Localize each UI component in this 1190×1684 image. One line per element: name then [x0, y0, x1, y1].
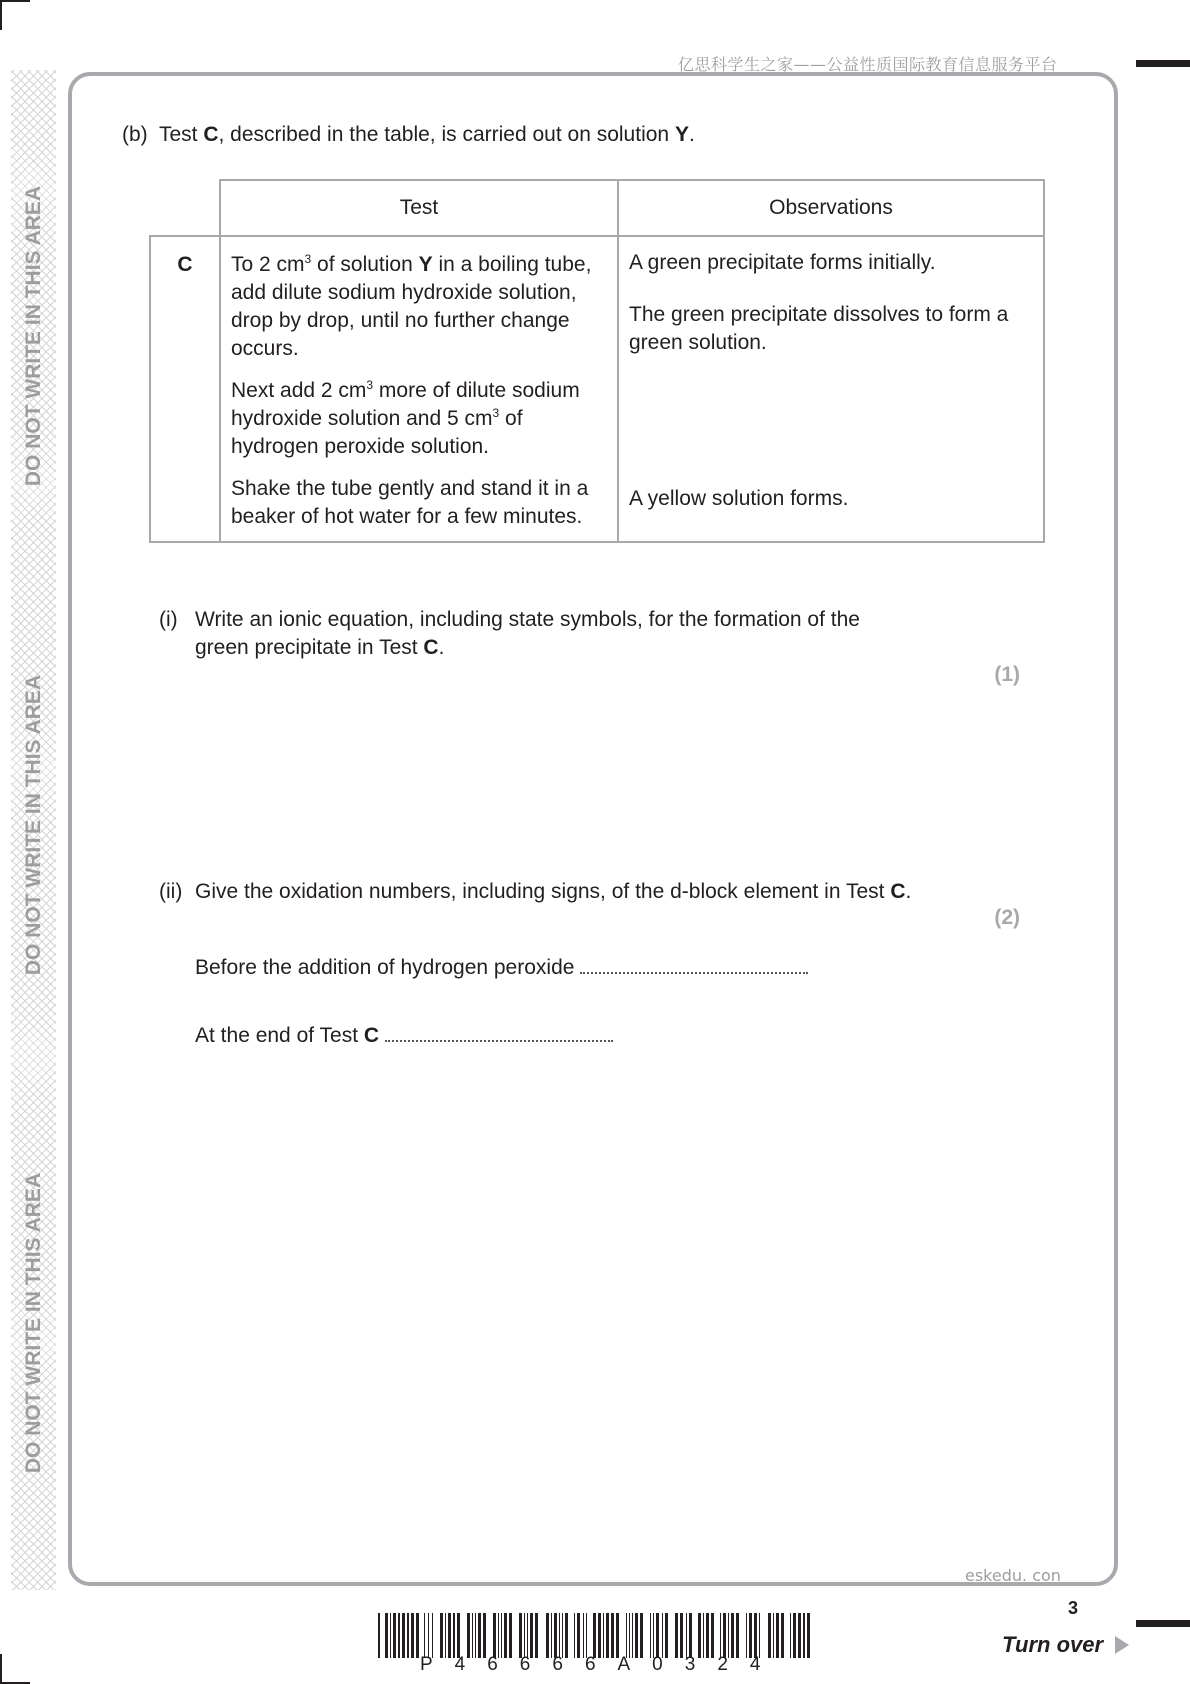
header-test: Test — [220, 180, 618, 236]
crop-mark-top-left-h — [0, 0, 30, 2]
test-step-2: Next add 2 $cm^3$ more of dilute sodium hydroxide solution and 5 $cm^3$ of hydrogen peroxide solution. — [231, 378, 580, 458]
barcode — [378, 1613, 810, 1658]
footer-watermark: eskedu. con — [965, 1566, 1061, 1585]
table-row — [150, 236, 1044, 542]
do-not-write-label-bottom: DO NOT WRITE IN THIS AREA — [22, 1172, 45, 1474]
test-table — [149, 179, 1045, 543]
observations-cell — [618, 236, 1044, 542]
crop-mark-top-left-v — [0, 0, 2, 30]
test-step-3: Shake the tube gently and stand it in a beaker of hot water for a few minutes. — [231, 477, 589, 528]
marks-i: (1) — [994, 663, 1020, 686]
test-cell — [220, 236, 618, 542]
arrow-right-icon — [1115, 1636, 1129, 1654]
observation-2: The green precipitate dissolves to form a green solution. — [629, 303, 1009, 354]
page-number: 3 — [1068, 1598, 1079, 1618]
row-label: C — [150, 236, 220, 542]
registration-bar-bottom — [1136, 1620, 1190, 1627]
answer-line-end: At the end of Test C — [195, 1022, 613, 1050]
header-observations: Observations — [618, 180, 1044, 236]
barcode-text: P46666A0324 — [420, 1654, 783, 1675]
test-step-1: To 2 $cm^3$ of solution Y in a boiling tube, add dilute sodium hydroxide solution, drop by drop, until no further change occurs. — [231, 252, 592, 360]
sub-question-ii: (ii) Give the oxidation numbers, including signs, of the d-block element in Test C. — [159, 880, 912, 903]
crop-mark-bottom-left-v — [0, 1654, 2, 1684]
sub-question-i-line1: (i) Write an ionic equation, including state symbols, for the formation of the — [159, 608, 860, 631]
observation-3: A yellow solution forms. — [629, 487, 849, 510]
part-label: (b) — [122, 123, 148, 146]
observation-1: A green precipitate forms initially. — [629, 251, 936, 274]
sub-question-i-line2: green precipitate in Test C. — [195, 636, 445, 659]
turn-over-button[interactable]: Turn over — [1002, 1632, 1129, 1658]
do-not-write-label-top: DO NOT WRITE IN THIS AREA — [22, 185, 45, 487]
header-watermark: 亿思科学生之家——公益性质国际教育信息服务平台 — [678, 55, 1058, 74]
table-corner — [150, 180, 220, 236]
do-not-write-label-middle: DO NOT WRITE IN THIS AREA — [22, 674, 45, 976]
registration-bar-top — [1136, 60, 1190, 67]
answer-line-before: Before the addition of hydrogen peroxide — [195, 954, 808, 982]
question-intro: (b) Test C, described in the table, is carried out on solution Y. — [122, 123, 695, 146]
marks-ii: (2) — [994, 906, 1020, 929]
answer-field-before-peroxide[interactable] — [580, 958, 808, 974]
answer-area-i[interactable] — [195, 700, 1015, 870]
answer-field-end-of-test[interactable] — [385, 1026, 613, 1042]
table-header-row — [150, 180, 1044, 236]
